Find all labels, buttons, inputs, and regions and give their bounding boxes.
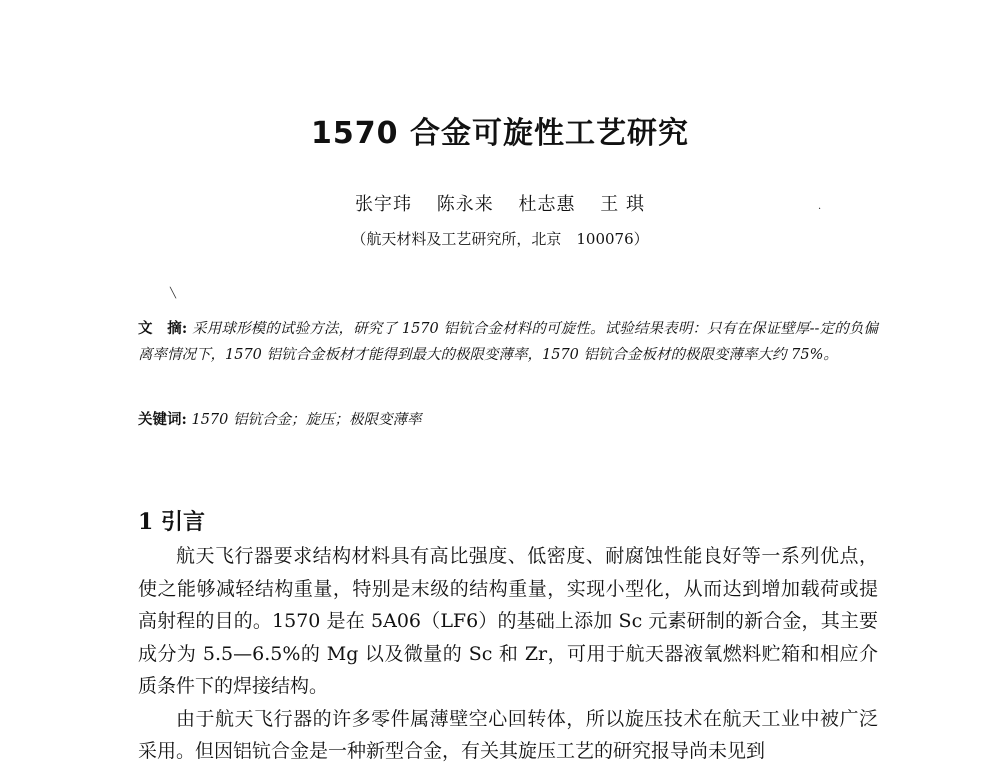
author-name: 王 琪	[600, 194, 645, 215]
section-heading: 1 引言	[138, 509, 205, 535]
author-name: 杜志惠	[518, 194, 576, 215]
abstract	[138, 316, 878, 368]
affiliation: （航天材料及工艺研究所，北京 100076）	[351, 230, 649, 248]
abstract-label: 文 摘:	[138, 320, 188, 337]
paper-title: 1570 合金可旋性工艺研究	[311, 116, 689, 151]
section-body	[138, 540, 878, 768]
paragraph: 航天飞行器要求结构材料具有高比强度、低密度、耐腐蚀性能良好等一系列优点，使之能够减轻结构重量，特别是末级的结构重量，实现小型化，从而达到增加载荷或提高射程的目的。1570 是在 5A06（LF6）的基础上添加 Sc 元素研制的新合金，其主要成分为 5.5—6.5%的 Mg 以及微量的 Sc 和 Zr，可用于航天器液氧燃料贮箱和相应介质条件下的焊接结构。	[138, 545, 878, 697]
keywords-label: 关键词:	[138, 411, 187, 428]
author-list	[0, 190, 1000, 216]
author-name: 陈永来	[436, 194, 494, 215]
author-name: 张宇玮	[355, 194, 413, 215]
scan-speck: ╲	[170, 288, 177, 299]
paragraph: 由于航天飞行器的许多零件属薄壁空心回转体，所以旋压技术在航天工业中被广泛采用。但因铝钪合金是一种新型合金，有关其旋压工艺的研究报导尚未见到	[138, 707, 878, 762]
abstract-text: 采用球形模的试验方法，研究了 1570 铝钪合金材料的可旋性。试验结果表明：只有在保证壁厚--定的负偏离率情况下，1570 铝钪合金板材才能得到最大的极限变薄率，1570 铝钪合金板材的极限变薄率大约 75%。	[138, 321, 879, 363]
scan-speck: ·	[818, 204, 822, 215]
keywords	[138, 408, 878, 429]
keywords-text: 1570 铝钪合金；旋压；极限变薄率	[191, 412, 422, 428]
